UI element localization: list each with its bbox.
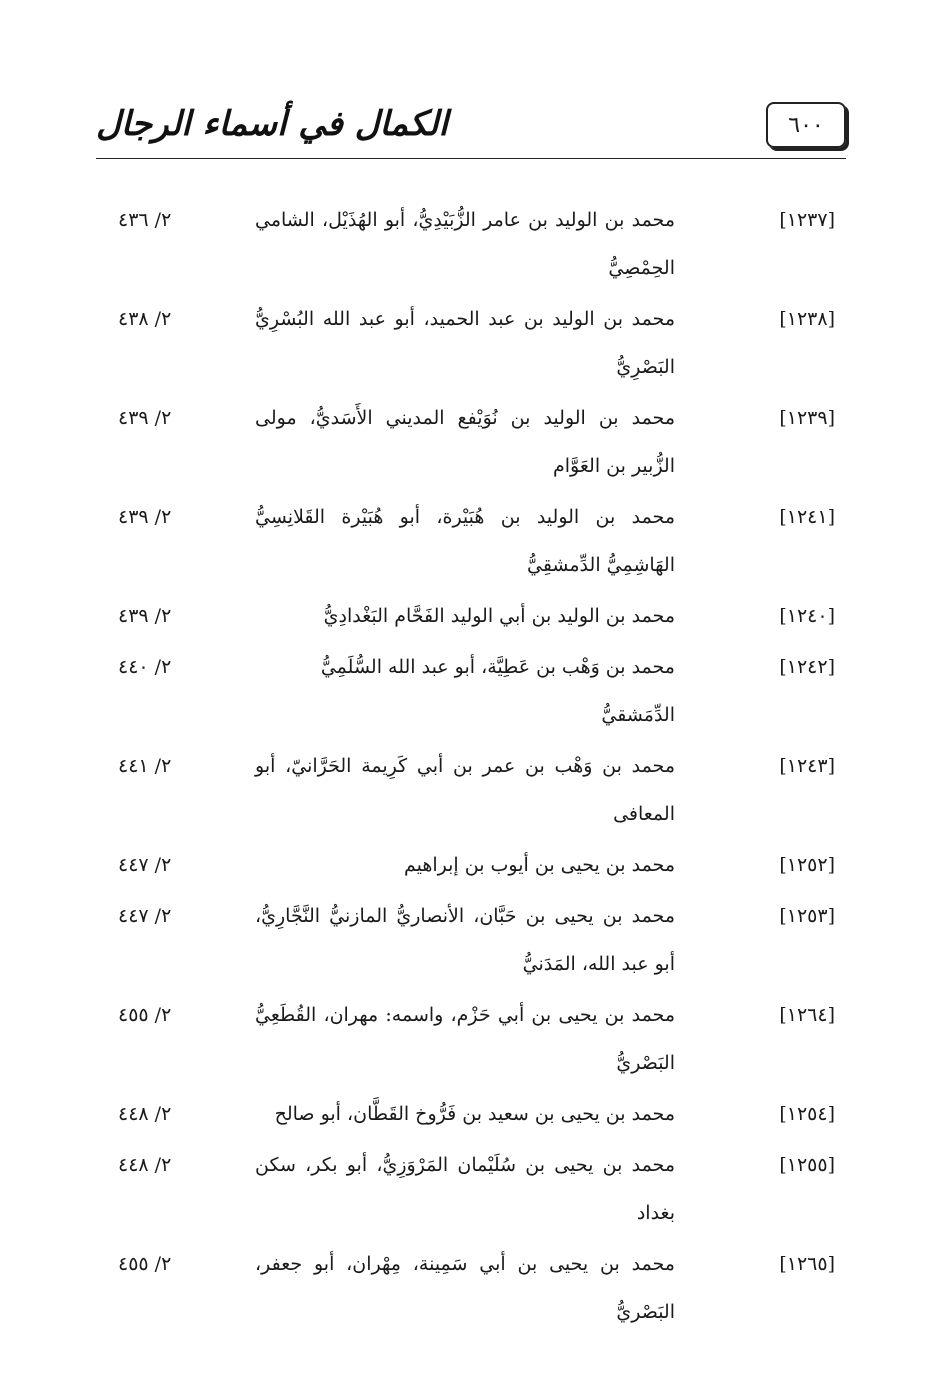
entry-reference: ٢/ ٤٣٦	[118, 209, 172, 231]
book-title: الكمال في أسماء الرجال	[96, 104, 448, 144]
index-entry	[100, 742, 835, 838]
index-entry	[100, 643, 835, 739]
entry-name: محمد بن الوليد بن هُبَيْرة، أبو هُبَيْرة القَلانِسِيُّ الهَاشِمِيُّ الدِّمشقِيُّ	[255, 506, 675, 576]
page-header	[96, 98, 846, 160]
index-entry	[100, 493, 835, 589]
header-divider	[96, 158, 846, 159]
entry-reference: ٢/ ٤٣٩	[118, 407, 172, 429]
entry-number: [١٢٥٥]	[779, 1154, 835, 1176]
entry-number: [١٢٦٤]	[779, 1004, 835, 1026]
entry-number: [١٢٥٤]	[779, 1103, 835, 1125]
entry-number: [١٢٣٧]	[779, 209, 835, 231]
entry-reference: ٢/ ٤٤٧	[118, 905, 172, 927]
entry-name: محمد بن الوليد بن أبي الوليد الفَحَّام البَغْدادِيُّ	[323, 605, 675, 627]
entry-number: [١٢٤٠]	[779, 605, 835, 627]
entry-name: محمد بن وَهْب بن عمر بن أبي كَرِيمة الحَرَّانيّ، أبو المعافى	[255, 755, 675, 825]
entry-reference: ٢/ ٤٤١	[118, 755, 172, 777]
index-entry	[100, 841, 835, 889]
entry-reference: ٢/ ٤٤٧	[118, 854, 172, 876]
entry-reference: ٢/ ٤٥٥	[118, 1253, 172, 1275]
index-entry	[100, 892, 835, 988]
entry-name: محمد بن يحيى بن سعيد بن فَرُّوخ القَطَّان، أبو صالح	[274, 1103, 675, 1125]
entry-number: [١٢٤٣]	[779, 755, 835, 777]
index-entry	[100, 295, 835, 391]
entry-reference: ٢/ ٤٣٩	[118, 506, 172, 528]
entry-number: [١٢٣٨]	[779, 308, 835, 330]
entry-name: محمد بن الوليد بن عبد الحميد، أبو عبد الله البُسْرِيُّ البَصْرِيُّ	[255, 308, 675, 378]
index-entry	[100, 1240, 835, 1336]
entry-name: محمد بن يحيى بن أبي سَمِينة، مِهْران، أبو جعفر، البَصْريُّ	[255, 1253, 675, 1323]
entry-name: محمد بن وَهْب بن عَطِيَّة، أبو عبد الله السُّلَمِيُّ الدِّمَشقيُّ	[320, 656, 675, 726]
index-entry	[100, 394, 835, 490]
index-entry	[100, 1090, 835, 1138]
index-entry	[100, 991, 835, 1087]
entry-name: محمد بن الوليد بن نُوَيْفع المديني الأَسَديُّ، مولى الزُّبير بن العَوَّام	[255, 407, 675, 477]
index-entry	[100, 196, 835, 292]
entry-name: محمد بن الوليد بن عامر الزُّبَيْدِيُّ، أبو الهُذَيْل، الشامي الحِمْصِيُّ	[255, 209, 675, 279]
entry-reference: ٢/ ٤٤٨	[118, 1103, 172, 1125]
entry-name: محمد بن يحيى بن سُلَيْمان المَرْوَزِيُّ، أبو بكر، سكن بغداد	[255, 1154, 675, 1224]
entry-reference: ٢/ ٤٣٩	[118, 605, 172, 627]
entry-number: [١٢٤١]	[779, 506, 835, 528]
entry-reference: ٢/ ٤٤٠	[118, 656, 172, 678]
page-number: ٦٠٠	[766, 102, 846, 148]
entry-reference: ٢/ ٤٤٨	[118, 1154, 172, 1176]
entry-name: محمد بن يحيى بن أبي حَزْم، واسمه: مهران، القُطَعِيُّ البَصْريُّ	[255, 1004, 675, 1074]
entry-name: محمد بن يحيى بن أيوب بن إبراهيم	[403, 854, 675, 876]
entry-number: [١٢٦٥]	[779, 1253, 835, 1275]
entry-name: محمد بن يحيى بن حَبَّان، الأنصاريُّ المازنيُّ النَّجَّارِيُّ، أبو عبد الله، المَدَنيُّ	[255, 905, 675, 975]
entry-number: [١٢٤٢]	[779, 656, 835, 678]
index-entry	[100, 1141, 835, 1237]
entry-reference: ٢/ ٤٣٨	[118, 308, 172, 330]
entry-number: [١٢٥٢]	[779, 854, 835, 876]
index-entries	[100, 196, 835, 1339]
entry-reference: ٢/ ٤٥٥	[118, 1004, 172, 1026]
entry-number: [١٢٥٣]	[779, 905, 835, 927]
entry-number: [١٢٣٩]	[779, 407, 835, 429]
index-entry	[100, 592, 835, 640]
